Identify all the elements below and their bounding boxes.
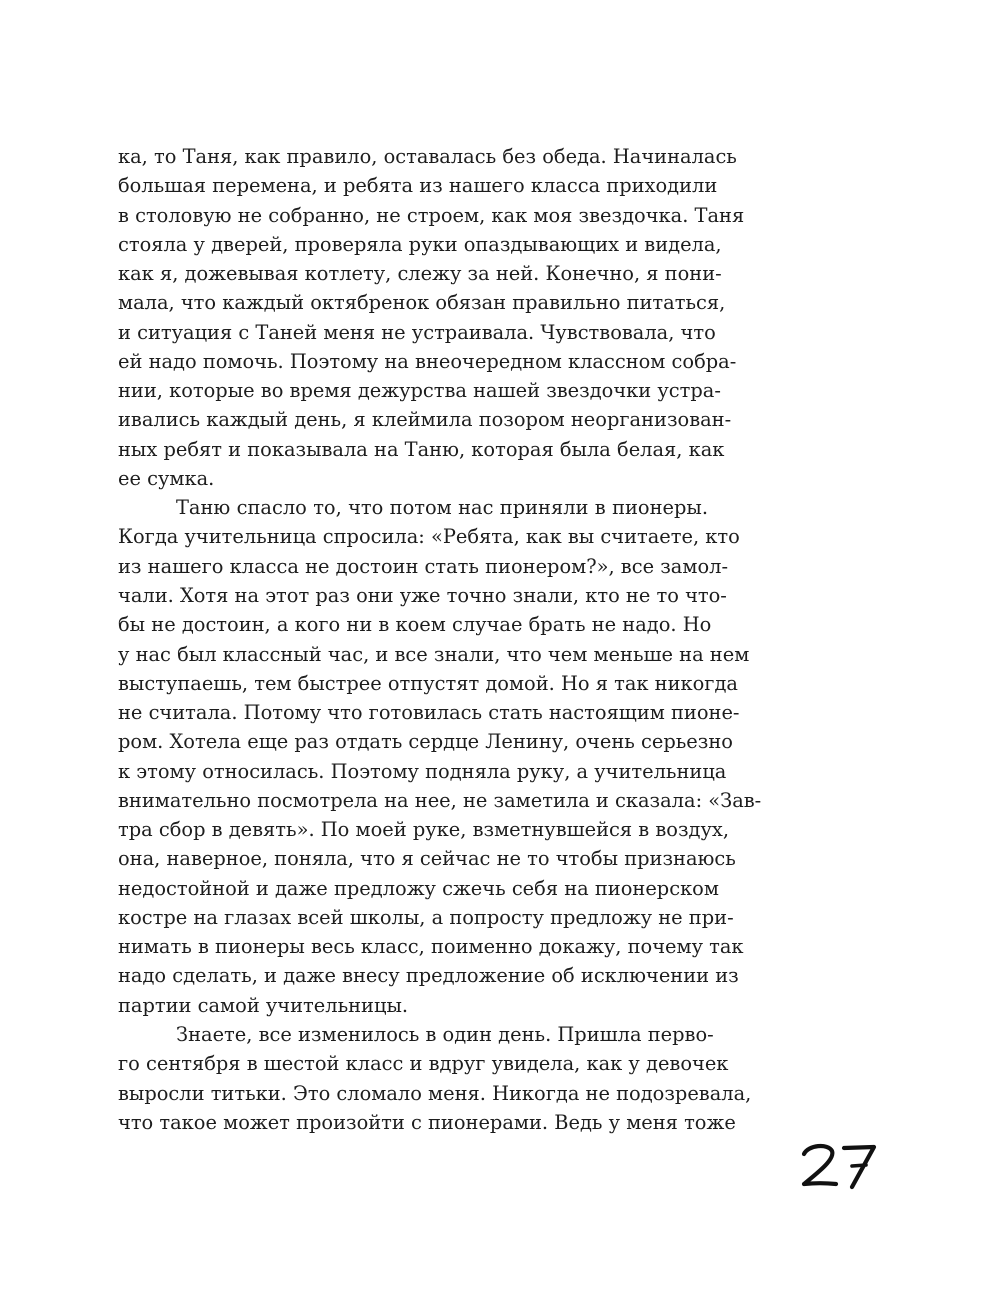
- text-line: нии, которые во время дежурства нашей звездочки устра-: [118, 379, 721, 403]
- text-line: костре на глазах всей школы, а попросту предложу не при-: [118, 905, 734, 929]
- body-text: [118, 142, 762, 1137]
- text-line: большая перемена, и ребята из нашего класса приходили: [118, 174, 718, 198]
- text-line: бы не достоин, а кого ни в коем случае брать не надо. Но: [118, 613, 712, 637]
- text-line: мала, что каждый октябренок обязан правильно питаться,: [118, 291, 726, 315]
- text-line: что такое может произойти с пионерами. Ведь у меня тоже: [118, 1110, 736, 1134]
- text-line: ей надо помочь. Поэтому на внеочередном классном собра-: [118, 349, 737, 373]
- paragraph-start-line: Таню спасло то, что потом нас приняли в пионеры.: [176, 496, 708, 520]
- text-line: тра сбор в девять». По моей руке, взметнувшейся в воздух,: [118, 818, 729, 842]
- text-line: в столовую не собранно, не строем, как моя звездочка. Таня: [118, 203, 745, 227]
- text-line: партии самой учительницы.: [118, 993, 409, 1017]
- text-line: к этому относилась. Поэтому подняла руку, а учительница: [118, 759, 727, 783]
- text-line: ее сумка.: [118, 466, 215, 490]
- text-line: надо сделать, и даже внесу предложение об исключении из: [118, 964, 739, 988]
- text-line: не считала. Потому что готовилась стать настоящим пионе-: [118, 701, 740, 725]
- page-number: [798, 1142, 880, 1190]
- page-number-glyphs: [798, 1142, 880, 1190]
- text-line: ивались каждый день, я клеймила позором неорганизован-: [118, 408, 732, 432]
- text-line: и ситуация с Таней меня не устраивала. Чувствовала, что: [118, 320, 716, 344]
- text-line: ка, то Таня, как правило, оставалась без обеда. Начиналась: [118, 145, 737, 168]
- text-line: у нас был классный час, и все знали, что чем меньше на нем: [118, 642, 750, 666]
- text-line: внимательно посмотрела на нее, не заметила и сказала: «Зав-: [118, 788, 762, 812]
- text-line: ных ребят и показывала на Таню, которая была белая, как: [118, 437, 725, 461]
- text-line: выступаешь, тем быстрее отпустят домой. Но я так никогда: [118, 671, 738, 695]
- text-line: из нашего класса не достоин стать пионером?», все замол-: [118, 554, 728, 578]
- text-line: нимать в пионеры весь класс, поименно докажу, почему так: [118, 935, 744, 959]
- text-line: стояла у дверей, проверяла руки опаздывающих и видела,: [118, 232, 722, 256]
- text-line: выросли титьки. Это сломало меня. Никогда не подозревала,: [118, 1081, 752, 1105]
- text-line: Когда учительница спросила: «Ребята, как вы считаете, кто: [118, 525, 740, 549]
- text-line: недостойной и даже предложу сжечь себя на пионерском: [118, 876, 719, 900]
- text-line: как я, дожевывая котлету, слежу за ней. Конечно, я пони-: [118, 262, 722, 286]
- text-line: чали. Хотя на этот раз они уже точно знали, кто не то что-: [118, 583, 727, 607]
- text-line: ром. Хотела еще раз отдать сердце Ленину, очень серьезно: [118, 730, 733, 754]
- paragraph-start-line: Знаете, все изменилось в один день. Пришла перво-: [176, 1022, 714, 1046]
- text-line: го сентября в шестой класс и вдруг увидела, как у девочек: [118, 1052, 729, 1076]
- text-line: она, наверное, поняла, что я сейчас не то чтобы признаюсь: [118, 847, 736, 871]
